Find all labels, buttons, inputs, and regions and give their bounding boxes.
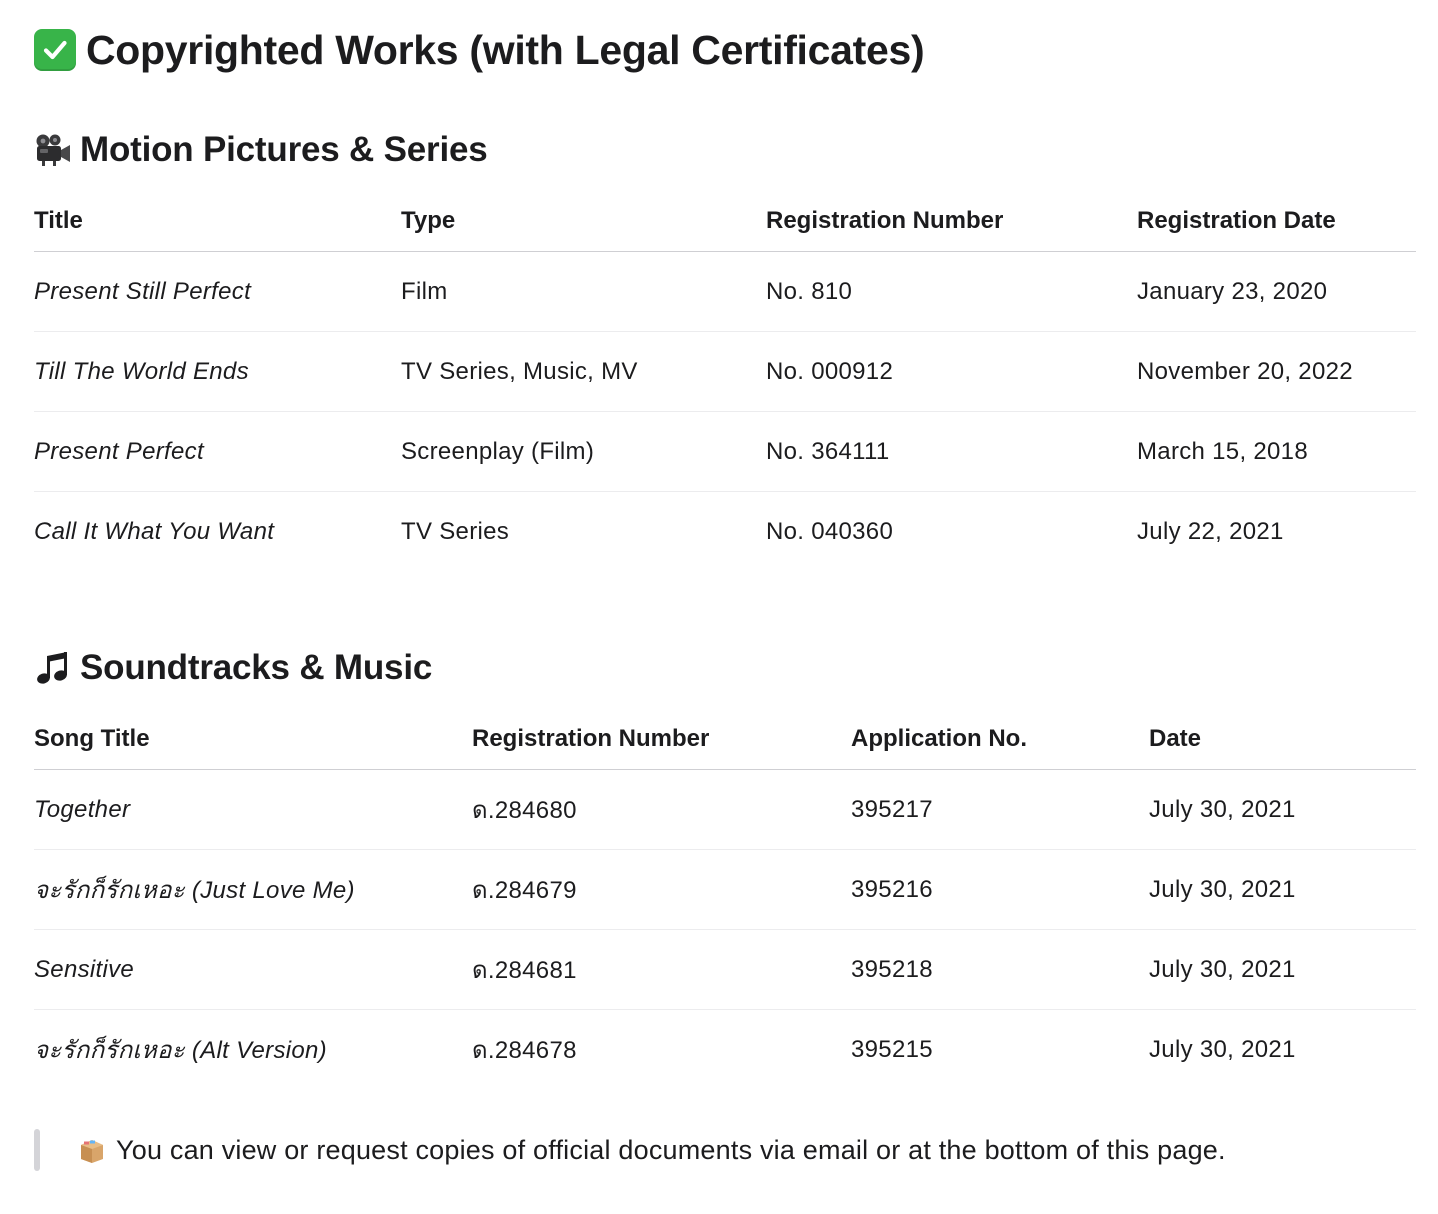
soundtracks-table <box>34 709 1416 1089</box>
registration-date: July 30, 2021 <box>1149 1035 1296 1063</box>
application-number: 395216 <box>851 850 1149 930</box>
registration-number: ด.284678 <box>472 1037 577 1064</box>
song-title: Sensitive <box>34 930 472 1010</box>
table-header-row <box>34 191 1416 252</box>
work-title: Present Perfect <box>34 412 401 492</box>
work-title: Call It What You Want <box>34 517 275 545</box>
column-header-registration-number: Registration Number <box>766 191 1137 252</box>
work-type: TV Series <box>401 517 510 545</box>
column-header-registration-date: Registration Date <box>1137 191 1416 252</box>
package-icon <box>78 1136 106 1164</box>
registration-number: No. 040360 <box>766 517 894 545</box>
application-number: 395217 <box>851 770 1149 850</box>
registration-date: July 22, 2021 <box>1137 517 1284 545</box>
work-type: TV Series, Music, MV <box>401 332 766 412</box>
application-number: 395218 <box>851 930 1149 1010</box>
work-type: Film <box>401 252 766 332</box>
song-title: จะรักก็รักเหอะ (Just Love Me) <box>34 850 472 930</box>
registration-date: January 23, 2020 <box>1137 252 1416 332</box>
registration-date: July 30, 2021 <box>1149 930 1416 1010</box>
registration-number: No. 810 <box>766 252 1137 332</box>
table-row <box>34 412 1416 492</box>
callout-text: You can view or request copies of official documents via email or at the bottom of this page. <box>116 1134 1226 1165</box>
registration-number: ด.284681 <box>472 930 851 1010</box>
table-row <box>34 1010 1416 1090</box>
table-row <box>34 770 1416 850</box>
column-header-application-no: Application No. <box>851 709 1149 770</box>
work-title: Present Still Perfect <box>34 252 401 332</box>
table-row <box>34 332 1416 412</box>
column-header-date: Date <box>1149 709 1416 770</box>
column-header-registration-number: Registration Number <box>472 709 851 770</box>
song-title: จะรักก็รักเหอะ (Alt Version) <box>34 1037 327 1064</box>
column-header-type: Type <box>401 191 766 252</box>
table-row <box>34 252 1416 332</box>
table-header-row <box>34 709 1416 770</box>
musical-note-icon <box>34 649 72 687</box>
registration-number: No. 364111 <box>766 412 1137 492</box>
song-title: Together <box>34 770 472 850</box>
motion-section-title <box>34 128 488 172</box>
callout-bar <box>34 1129 40 1171</box>
table-row <box>34 930 1416 1010</box>
music-section-title-text: Soundtracks & Music <box>80 648 433 687</box>
registration-date: November 20, 2022 <box>1137 332 1416 412</box>
movie-camera-icon <box>34 131 72 169</box>
info-callout <box>34 1128 1226 1172</box>
registration-number: ด.284680 <box>472 770 851 850</box>
page-title <box>34 24 924 76</box>
table-row <box>34 492 1416 572</box>
registration-number: ด.284679 <box>472 850 851 930</box>
motion-section-title-text: Motion Pictures & Series <box>80 130 488 169</box>
check-mark-button-icon <box>34 29 76 71</box>
table-row <box>34 850 1416 930</box>
registration-number: No. 000912 <box>766 332 1137 412</box>
application-number: 395215 <box>851 1035 933 1063</box>
motion-pictures-table <box>34 191 1416 571</box>
registration-date: July 30, 2021 <box>1149 770 1416 850</box>
music-section-title <box>34 646 432 690</box>
registration-date: March 15, 2018 <box>1137 412 1416 492</box>
work-type: Screenplay (Film) <box>401 412 766 492</box>
work-title: Till The World Ends <box>34 332 401 412</box>
page-title-text: Copyrighted Works (with Legal Certificates) <box>86 26 925 73</box>
registration-date: July 30, 2021 <box>1149 850 1416 930</box>
column-header-title: Title <box>34 191 401 252</box>
column-header-song-title: Song Title <box>34 709 472 770</box>
